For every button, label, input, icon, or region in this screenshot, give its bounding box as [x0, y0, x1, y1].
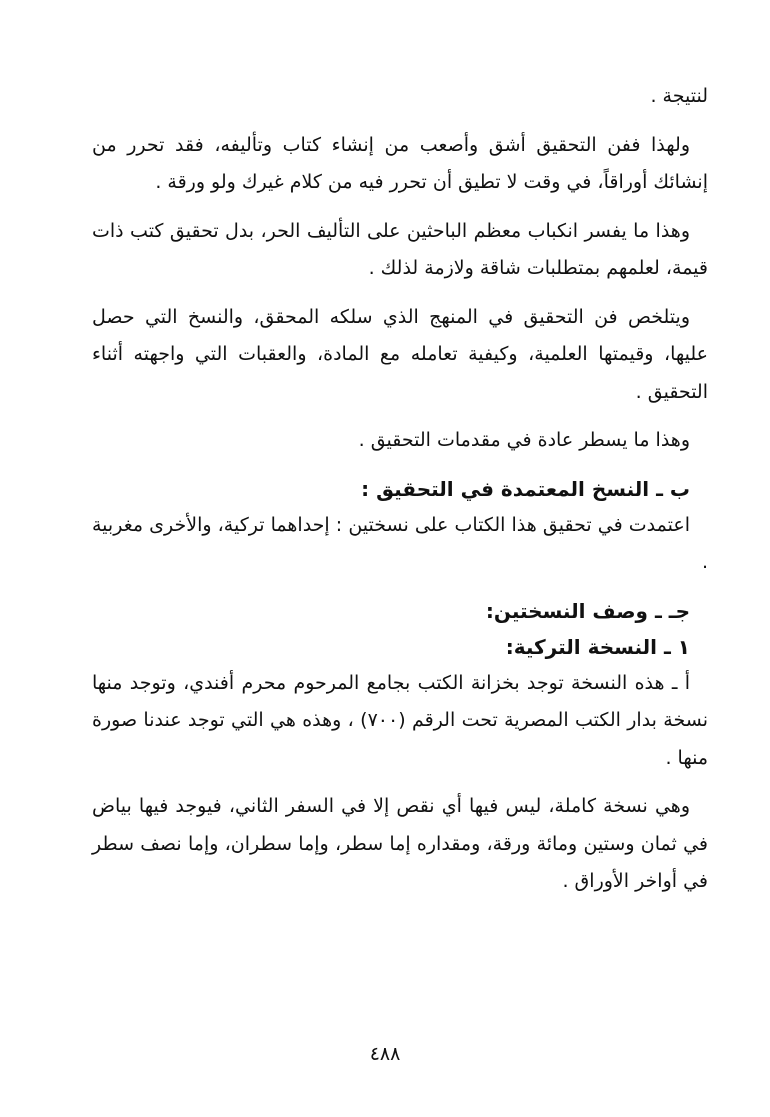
page-number: ٤٨٨ — [369, 1043, 401, 1065]
heading-manuscripts: ب ـ النسخ المعتمدة في التحقيق : — [361, 476, 690, 501]
document-page — [92, 78, 708, 901]
paragraph-introductions: وهذا ما يسطر عادة في مقدمات التحقيق . — [358, 429, 690, 451]
paragraph-library: أ ـ هذه النسخة توجد بخزانة الكتب بجامع المرحوم محرم أفندي، وتوجد منها نسخة بدار الكتب المصرية تحت الرقم (٧٠٠) ، وهذه هي التي توجد عندنا صورة منها . — [92, 671, 708, 769]
paragraph-method: ويتلخص فن التحقيق في المنهج الذي سلكه المحقق، والنسخ التي حصل عليها، وقيمتها العلمية، وكيفية تعامله مع المادة، والعقبات التي واجهته أثناء التحقيق . — [92, 305, 708, 403]
paragraph-continuation: لنتيجة . — [650, 85, 708, 107]
paragraph-researchers: وهذا ما يفسر انكباب معظم الباحثين على التأليف الحر، بدل تحقيق كتب ذات قيمة، لعلمهم بمتطلبات شاقة ولازمة لذلك . — [92, 219, 708, 279]
heading-description: جـ ـ وصف النسختين: — [485, 598, 690, 623]
heading-turkish-copy: ١ ـ النسخة التركية: — [505, 634, 690, 659]
paragraph-tahqiq-difficulty: ولهذا ففن التحقيق أشق وأصعب من إنشاء كتاب وتأليفه، فقد تحرر من إنشائك أوراقاً، في وقت لا تطيق أن تحرر فيه من كلام غيرك ولو ورقة . — [92, 133, 708, 193]
paragraph-two-copies: اعتمدت في تحقيق هذا الكتاب على نسختين : إحداهما تركية، والأخرى مغربية . — [92, 513, 708, 573]
paragraph-complete-copy: وهي نسخة كاملة، ليس فيها أي نقص إلا في السفر الثاني، فيوجد فيها بياض في ثمان وستين ومائة ورقة، ومقداره إما سطر، وإما سطران، وإما نصف سطر في أواخر الأوراق . — [92, 795, 708, 892]
